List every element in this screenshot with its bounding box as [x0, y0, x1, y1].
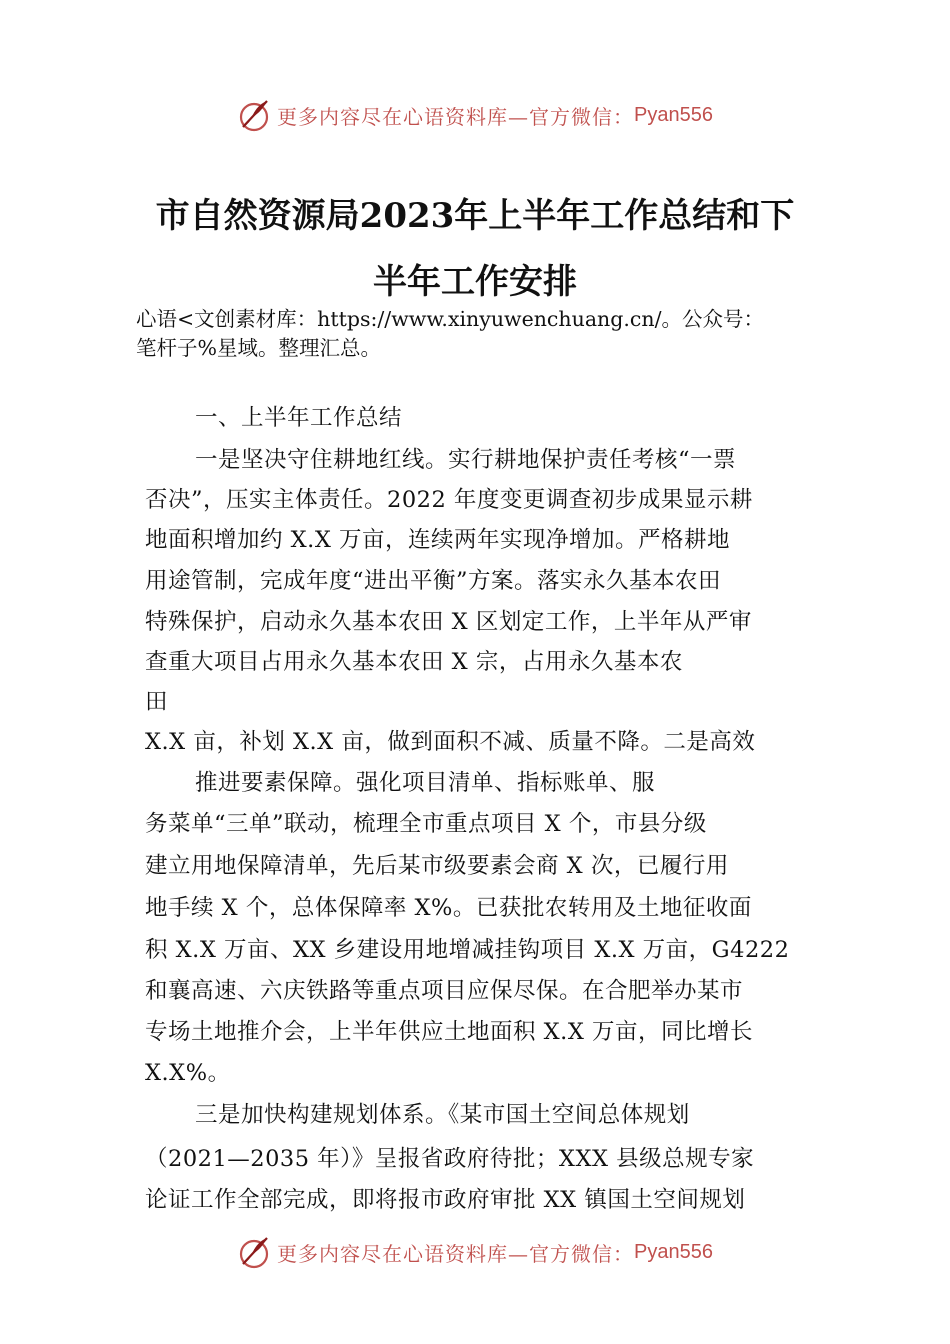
header-watermark-banner — [0, 95, 950, 135]
quill-logo-icon — [237, 1234, 273, 1270]
body-line: 地手续 X 个，总体保障率 X%。已获批农转用及土地征收面 — [145, 895, 752, 921]
source-note — [136, 305, 856, 363]
body-line: 田 — [145, 689, 169, 715]
source-note-line-1: 心语<文创素材库：https://www.xinyuwenchuang.cn/。公众号： — [136, 307, 764, 331]
body-line: 三是加快构建规划体系。《某市国土空间总体规划 — [195, 1102, 690, 1128]
body-line: 推进要素保障。强化项目清单、指标账单、服 — [195, 770, 656, 796]
body-line: X.X%。 — [145, 1060, 231, 1086]
body-line: 和襄高速、六庆铁路等重点项目应保尽保。在合肥举办某市 — [145, 978, 744, 1004]
source-note-line-2: 笔杆子%星域。整理汇总。 — [136, 336, 381, 360]
body-line: 务菜单“三单”联动，梳理全市重点项目 X 个，市县分级 — [145, 811, 707, 837]
body-line: 积 X.X 万亩、XX 乡建设用地增减挂钩项目 X.X 万亩，G4222 — [145, 937, 790, 963]
body-line: 用途管制，完成年度“进出平衡”方案。落实永久基本农田 — [145, 568, 722, 594]
body-line: 论证工作全部完成，即将报市政府审批 XX 镇国土空间规划 — [145, 1187, 746, 1213]
body-line: 地面积增加约 X.X 万亩，连续两年实现净增加。严格耕地 — [145, 527, 730, 553]
body-line: 查重大项目占用永久基本农田 X 宗，占用永久基本农 — [145, 649, 683, 675]
banner-wechat-id: Pyan556 — [634, 1240, 713, 1263]
document-title-line-1: 市自然资源局2023年上半年工作总结和下 — [155, 196, 795, 236]
banner-text: 更多内容尽在心语资料库—官方微信： — [277, 104, 635, 129]
body-line: 建立用地保障清单，先后某市级要素会商 X 次，已履行用 — [145, 853, 729, 879]
banner-text: 更多内容尽在心语资料库—官方微信： — [277, 1241, 635, 1266]
body-line: X.X 亩，补划 X.X 亩，做到面积不减、质量不降。二是高效 — [145, 729, 756, 755]
body-line: （2021—2035 年）》呈报省政府待批；XXX 县级总规专家 — [145, 1146, 755, 1172]
footer-watermark-banner — [0, 1232, 950, 1272]
body-line: 一是坚决守住耕地红线。实行耕地保护责任考核“一票 — [195, 447, 737, 473]
banner-wechat-id: Pyan556 — [634, 103, 713, 126]
body-line: 否决”，压实主体责任。2022 年度变更调查初步成果显示耕 — [145, 487, 753, 513]
body-line: 特殊保护，启动永久基本农田 X 区划定工作，上半年从严审 — [145, 609, 752, 635]
section-heading: 一、上半年工作总结 — [195, 405, 403, 431]
body-line: 专场土地推介会，上半年供应土地面积 X.X 万亩，同比增长 — [145, 1019, 753, 1045]
document-title-line-2: 半年工作安排 — [373, 262, 577, 302]
quill-logo-icon — [237, 97, 273, 133]
